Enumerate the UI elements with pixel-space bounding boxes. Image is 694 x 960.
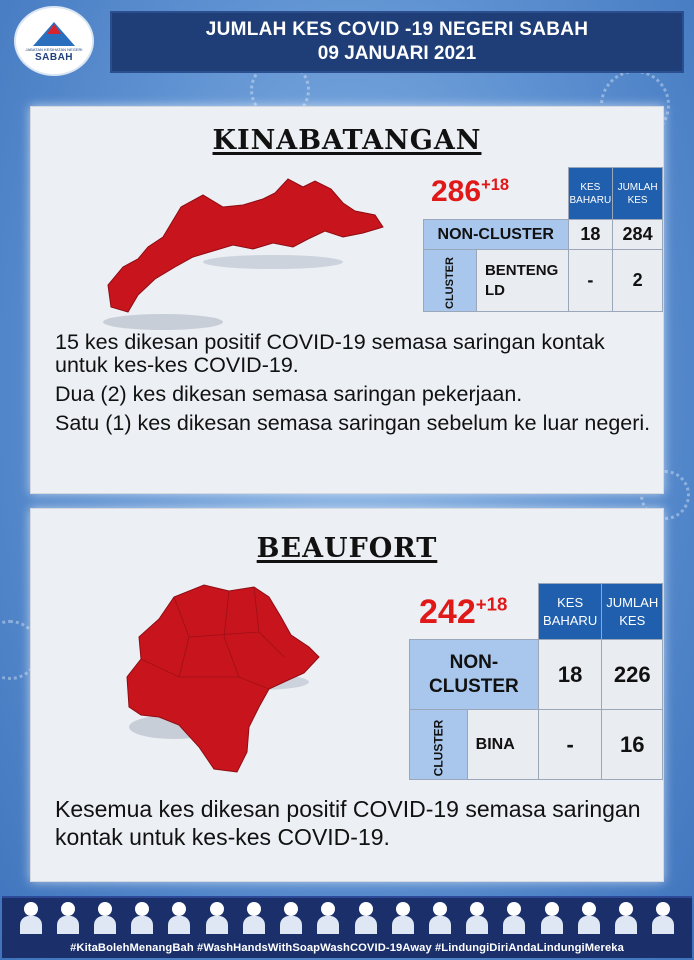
- case-table: [409, 583, 663, 780]
- case-table: [423, 167, 663, 312]
- cluster-name: BINA: [467, 710, 538, 780]
- district-title: BEAUFORT: [256, 533, 438, 564]
- person-icon: [615, 902, 637, 934]
- district-title: KINABATANGAN: [212, 125, 482, 156]
- person-icon: [578, 902, 600, 934]
- non-cluster-new: 18: [568, 220, 613, 250]
- new-case-superscript: +18: [481, 176, 510, 194]
- new-case-superscript: +18: [475, 593, 508, 615]
- cluster-side-label: CLUSTER: [410, 710, 468, 780]
- total-value: 242: [419, 593, 476, 631]
- note-line: Dua (2) kes dikesan semasa saringan pekerjaan.: [55, 382, 523, 406]
- page-title: JUMLAH KES COVID -19 NEGERI SABAH: [205, 19, 589, 40]
- mountain-icon: [29, 20, 79, 46]
- person-icon: [317, 902, 339, 934]
- kinabatangan-panel: [30, 106, 664, 494]
- table-row: [424, 250, 663, 312]
- total-value: 286: [431, 175, 482, 208]
- person-icon: [206, 902, 228, 934]
- non-cluster-label: NON-CLUSTER: [424, 220, 569, 250]
- cluster-name: BENTENG LD: [476, 250, 568, 312]
- table-row: [410, 710, 663, 780]
- table-row: [410, 640, 663, 710]
- note-line: 15 kes dikesan positif COVID-19 semasa saringan kontak untuk kes-kes COVID-19.: [55, 330, 605, 377]
- cluster-new: -: [538, 710, 602, 780]
- person-icon: [652, 902, 674, 934]
- person-icon: [466, 902, 488, 934]
- person-icon: [541, 902, 563, 934]
- person-icon: [355, 902, 377, 934]
- beaufort-panel: [30, 508, 664, 882]
- table-row: [424, 220, 663, 250]
- person-icon: [392, 902, 414, 934]
- non-cluster-total: 284: [613, 220, 663, 250]
- kinabatangan-map: [93, 167, 393, 337]
- beaufort-map: [119, 577, 329, 777]
- person-icon: [280, 902, 302, 934]
- case-note: Kesemua kes dikesan positif COVID-19 semasa saringan kontak untuk kes-kes COVID-19.: [55, 796, 641, 850]
- col-header-total: JUMLAH KES: [602, 584, 663, 640]
- jkns-sabah-logo: [14, 6, 94, 76]
- logo-text: SABAH: [34, 51, 74, 63]
- person-icon: [168, 902, 190, 934]
- hashtags-text: #KitaBolehMenangBah #WashHandsWithSoapWashCOVID-19Away #LindungiDiriAndaLindungiMereka: [70, 942, 624, 954]
- page-header: [110, 11, 684, 73]
- non-cluster-total: 226: [602, 640, 663, 710]
- note-line: Satu (1) kes dikesan semasa saringan sebelum ke luar negeri.: [55, 411, 651, 435]
- non-cluster-new: 18: [538, 640, 602, 710]
- person-icon: [57, 902, 79, 934]
- cluster-side-label: CLUSTER: [424, 250, 477, 312]
- person-icon: [429, 902, 451, 934]
- person-icon: [131, 902, 153, 934]
- logo-tagline: JABATAN KESIHATAN NEGERI: [25, 46, 83, 52]
- cluster-total: 16: [602, 710, 663, 780]
- person-icon: [243, 902, 265, 934]
- footer-banner: [2, 896, 692, 958]
- col-header-total: JUMLAH KES: [613, 168, 663, 220]
- frontliner-figures: [2, 898, 692, 936]
- cluster-total: 2: [613, 250, 663, 312]
- col-header-new: KES BAHARU: [568, 168, 613, 220]
- col-header-new: KES BAHARU: [538, 584, 602, 640]
- case-notes: [55, 331, 655, 441]
- person-icon: [94, 902, 116, 934]
- person-icon: [20, 902, 42, 934]
- page-date: 09 JANUARI 2021: [317, 43, 477, 64]
- person-icon: [503, 902, 525, 934]
- non-cluster-label: NON- CLUSTER: [410, 640, 539, 710]
- cluster-new: -: [568, 250, 613, 312]
